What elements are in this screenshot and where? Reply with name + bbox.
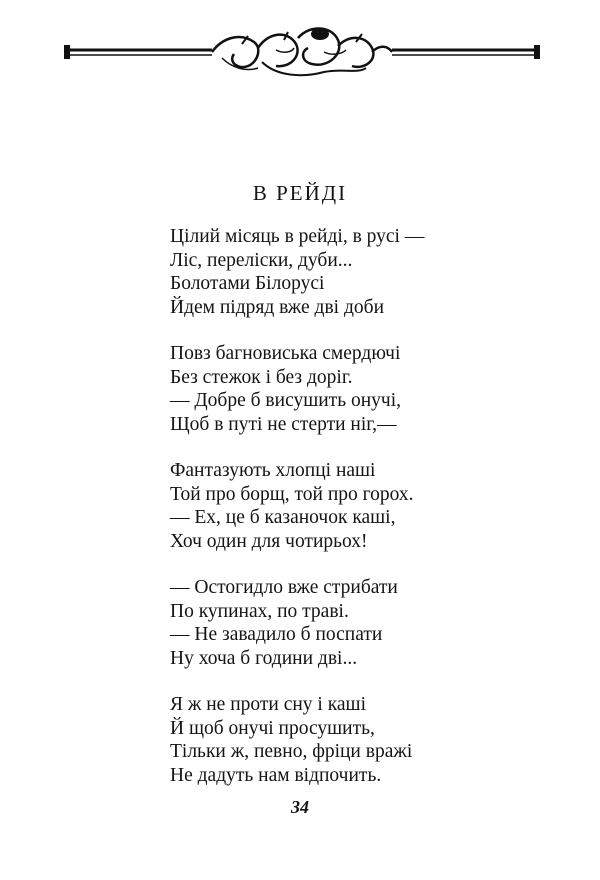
decorative-vine-ornament-icon	[62, 18, 542, 84]
poem-line: Болотами Білорусі	[170, 273, 325, 294]
poem-line: Без стежок і без доріг.	[170, 366, 353, 388]
poem-line: Хоч один для чотирьох!	[170, 530, 368, 552]
poem-line: Повз багновиська смердючі	[170, 343, 401, 364]
poem-line: Той про борщ, той про горох.	[170, 483, 414, 505]
poem-line: — Не завадило б поспати	[170, 624, 383, 645]
stanza	[170, 693, 424, 787]
stanza	[170, 342, 424, 436]
stanza	[170, 576, 424, 670]
poem-line: Йдем підряд вже дві доби	[170, 296, 385, 318]
poem-line: — Добре б висушить онучі,	[170, 390, 401, 411]
poem-line: Тільки ж, певно, фріци вражі	[170, 741, 413, 762]
stanza	[170, 225, 424, 319]
stanza	[170, 459, 424, 553]
poem-line: — Ех, це б казаночок каші,	[170, 507, 396, 528]
poem-line: Не дадуть нам відпочить.	[170, 764, 382, 786]
page-number: 34	[291, 797, 309, 817]
poem-line: Й щоб онучі просушить,	[170, 717, 375, 739]
poem-line: По купинах, по траві.	[170, 600, 349, 622]
poem-line: Цілий місяць в рейді, в русі —	[170, 226, 425, 247]
poem-line: Щоб в путі не стерти ніг,—	[170, 413, 397, 435]
poem-line: Ну хоча б години дві...	[170, 647, 358, 669]
poem-line: Фантазують хлопці наші	[170, 460, 376, 481]
poem-body	[170, 225, 424, 810]
poem-line: — Остогидло вже стрибати	[170, 577, 398, 598]
poem-title: В РЕЙДІ	[252, 181, 348, 205]
poem-line: Я ж не проти сну і каші	[170, 694, 366, 715]
poem-line: Ліс, переліски, дуби...	[170, 249, 353, 271]
